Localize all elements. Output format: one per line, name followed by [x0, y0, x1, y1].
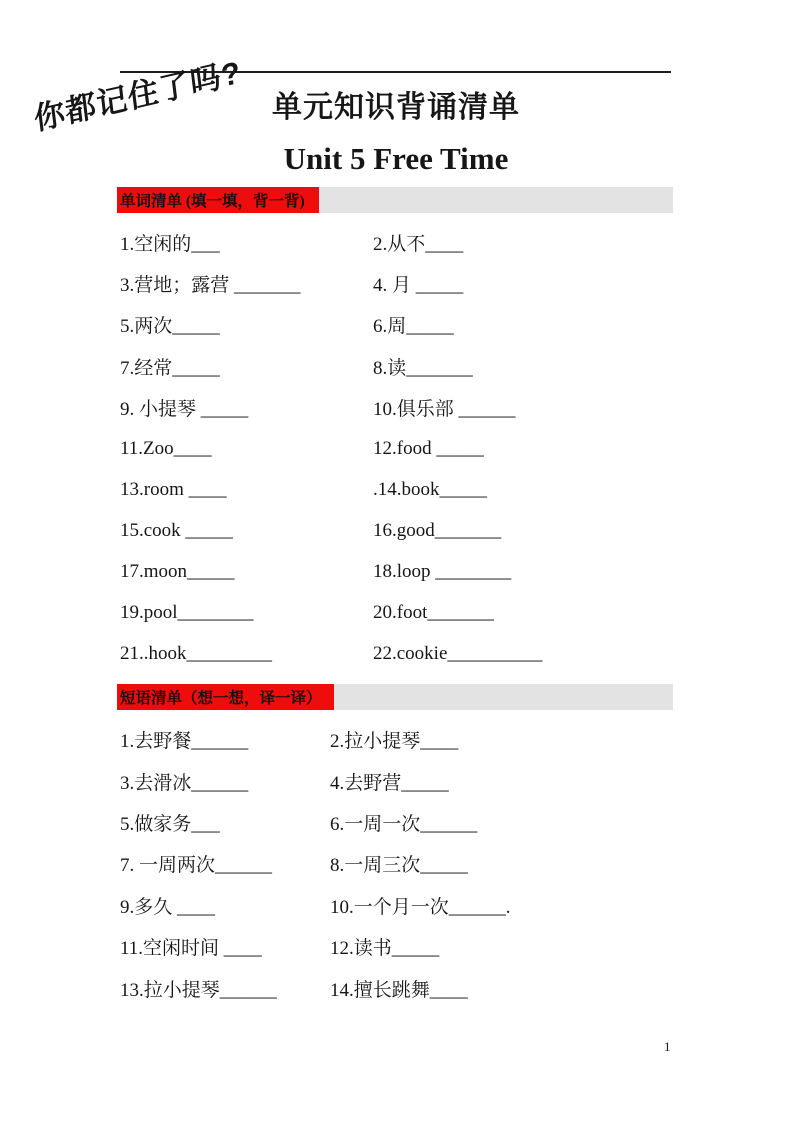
word-section-header: 单词清单 (填一填，背一背): [120, 193, 305, 210]
word-item: 19.pool________: [120, 602, 254, 624]
phrase-item: 5.做家务___: [120, 813, 220, 835]
word-item: 1.空闲的___: [120, 234, 220, 256]
word-item: 21..hook_________: [120, 643, 272, 665]
word-section-banner: [117, 187, 673, 213]
word-item: 8.读_______: [373, 357, 473, 379]
word-section-banner-red: [117, 187, 319, 213]
word-item: 13.room ____: [120, 478, 227, 500]
word-item: 9. 小提琴 _____: [120, 398, 249, 420]
memory-stamp-text: 你都记住了吗?: [32, 54, 244, 137]
phrase-item: 4.去野营_____: [330, 772, 449, 794]
word-item: 22.cookie__________: [373, 643, 543, 665]
word-item: 5.两次_____: [120, 316, 220, 338]
phrase-section-banner-red: [117, 684, 334, 710]
phrase-item: 12.读书_____: [330, 938, 440, 960]
phrase-item: 8.一周三次_____: [330, 855, 468, 877]
page-title-english: Unit 5 Free Time: [283, 141, 509, 176]
word-item: 15.cook _____: [120, 519, 233, 541]
page-title-chinese: 单元知识背诵清单: [272, 91, 520, 124]
phrase-item: 13.拉小提琴______: [120, 979, 277, 1001]
word-item: 7.经常_____: [120, 357, 220, 379]
word-item: 16.good_______: [373, 519, 502, 541]
phrase-item: 11.空闲时间 ____: [120, 938, 262, 960]
phrase-item: 2.拉小提琴____: [330, 731, 459, 753]
word-item: 2.从不____: [373, 234, 464, 256]
word-item: 10.俱乐部 ______: [373, 398, 516, 420]
word-item: 18.loop ________: [373, 561, 512, 583]
page-number: 1: [664, 1039, 671, 1054]
phrase-section-header: 短语清单（想一想，译一译）: [120, 690, 322, 707]
word-item: 3.营地；露营 _______: [120, 275, 301, 297]
word-list: [120, 222, 673, 675]
word-item: 17.moon_____: [120, 561, 235, 583]
phrase-item: 6.一周一次______: [330, 813, 478, 835]
phrase-item: 9.多久 ____: [120, 896, 216, 918]
phrase-item: 10.一个月一次______.: [330, 896, 511, 918]
phrase-item: 1.去野餐______: [120, 731, 249, 753]
word-item: 20.foot_______: [373, 602, 494, 624]
phrase-item: 3.去滑冰______: [120, 772, 249, 794]
word-item: .14.book_____: [373, 478, 487, 500]
phrase-item: 14.擅长跳舞____: [330, 979, 468, 1001]
word-item: 6.周_____: [373, 316, 454, 338]
phrase-list: [120, 719, 673, 1009]
phrase-item: 7. 一周两次______: [120, 855, 273, 877]
word-item: 12.food _____: [373, 437, 484, 459]
phrase-section-banner: [117, 684, 673, 710]
word-item: 11.Zoo____: [120, 437, 212, 459]
word-item: 4. 月 _____: [373, 275, 464, 297]
